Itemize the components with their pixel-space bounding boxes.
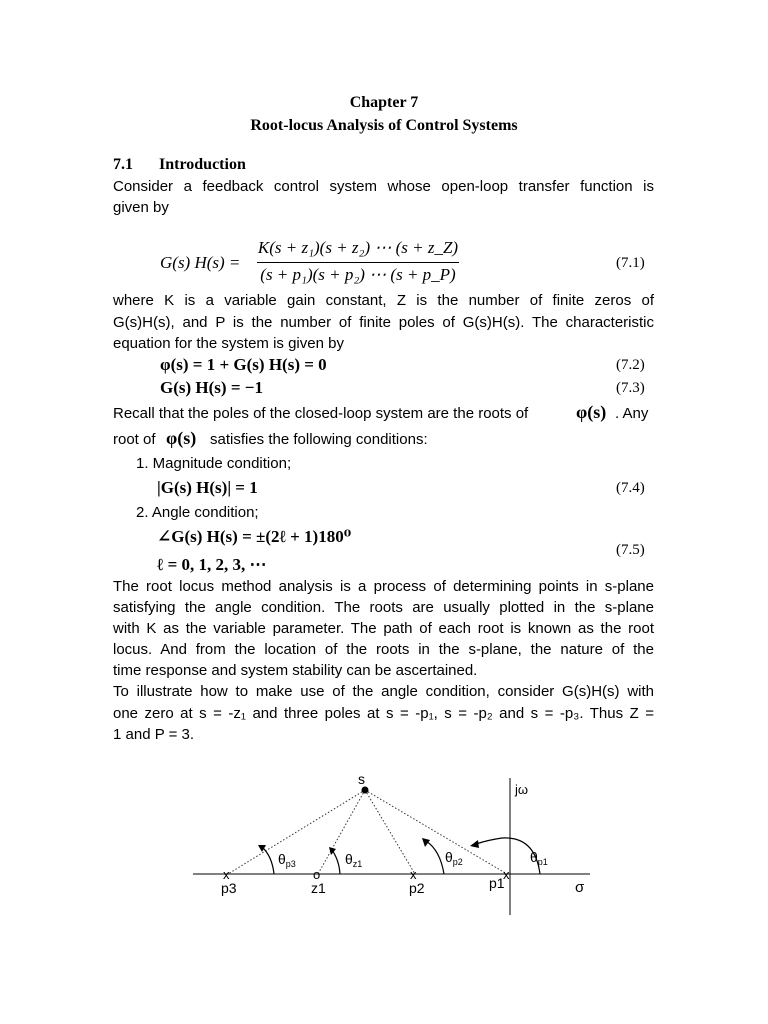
rootlocus-line-2: satisfying the angle condition. The roots are usually plotted in the s-plane	[113, 599, 654, 616]
theta-p2-label: $\theta_{p2}$	[445, 849, 463, 867]
p2-label: p2	[409, 880, 425, 896]
chapter-label: Chapter 7	[349, 94, 419, 111]
z1-label: z1	[311, 880, 326, 896]
eq-7-5b: ℓ = 0, 1, 2, 3, ⋯	[157, 555, 267, 574]
illustrate-line-1: To illustrate how to make use of the angle condition, consider G(s)H(s) with	[113, 683, 654, 700]
theta-p1-label: $\theta_{p1}$	[530, 849, 548, 867]
p3-label: p3	[221, 880, 237, 896]
eq-7-5-number: (7.5)	[616, 542, 645, 558]
p2-marker: x	[410, 867, 417, 882]
recall-line-2a: root of	[113, 431, 156, 448]
rootlocus-line-5: time response and system stability can be ascertained.	[113, 662, 478, 679]
p1-marker: x	[503, 867, 510, 882]
eq-7-4: |G(s) H(s)| = 1	[157, 478, 258, 497]
intro-line-2: given by	[113, 199, 169, 216]
eq-7-3-number: (7.3)	[616, 380, 645, 396]
illustrate-line-2: one zero at s = -z₁ and three poles at s = -p₁, s = -p₂ and s = -p₃. Thus Z =	[113, 705, 654, 722]
p1-label: p1	[489, 875, 505, 891]
rootlocus-line-3: with K as the variable parameter. The path of each root is known as the root	[113, 620, 654, 637]
recall-phi-1: φ(s)	[576, 402, 607, 422]
z1-marker: o	[313, 867, 321, 882]
theta-p1-arrow	[470, 840, 479, 848]
eq-7-3: G(s) H(s) = −1	[160, 378, 263, 397]
rootlocus-line-4: locus. And from the location of the roots in the s-plane, the nature of the	[113, 641, 654, 658]
eq-7-1-denominator: (s + p₁)(s + p₂) ⋯ (s + p_P)	[260, 265, 456, 284]
rootlocus-line-1: The root locus method analysis is a process of determining points in s-plane	[113, 578, 654, 595]
theta-p3-label: $\theta_{p3}$	[278, 851, 296, 869]
condition-2-label: 2. Angle condition;	[136, 504, 259, 521]
line-s-p2	[365, 790, 415, 874]
eq-7-1-number: (7.1)	[616, 255, 645, 271]
theta-z1-label: $\theta_{z1}$	[345, 851, 363, 869]
where-line-1: where K is a variable gain constant, Z is the number of finite zeros of	[113, 292, 654, 309]
theta-p2-arc	[426, 841, 444, 874]
recall-line-1c: . Any	[615, 405, 649, 422]
point-s	[362, 787, 369, 794]
where-line-3: equation for the system is given by	[113, 335, 344, 352]
theta-z1-arc	[332, 850, 340, 874]
intro-line-1: Consider a feedback control system whose open-loop transfer function is	[113, 178, 654, 195]
recall-line-1a: Recall that the poles of the closed-loop system are the roots of	[113, 405, 529, 422]
eq-7-2: φ(s) = 1 + G(s) H(s) = 0	[160, 355, 327, 374]
condition-1-label: 1. Magnitude condition;	[136, 455, 292, 472]
section-number: 7.1	[113, 156, 133, 173]
eq-7-1-numerator: K(s + z₁)(s + z₂) ⋯ (s + z_Z)	[257, 238, 459, 257]
recall-phi-2: φ(s)	[166, 428, 197, 448]
line-s-p1	[365, 790, 507, 874]
eq-7-4-number: (7.4)	[616, 480, 645, 496]
illustrate-line-3: 1 and P = 3.	[113, 726, 195, 743]
where-line-2: G(s)H(s), and P is the number of finite poles of G(s)H(s). The characteristic	[113, 314, 654, 331]
theta-p3-arc	[262, 847, 274, 874]
s-label: s	[358, 771, 365, 787]
section-title: Introduction	[159, 156, 246, 173]
sigma-label: σ	[575, 879, 585, 896]
jw-label: jω	[515, 782, 529, 797]
chapter-title: Root-locus Analysis of Control Systems	[250, 117, 518, 134]
theta-p3-arrow	[258, 845, 266, 852]
p3-marker: x	[223, 867, 230, 882]
eq-7-2-number: (7.2)	[616, 357, 645, 373]
eq-7-5a: ∠G(s) H(s) = ±(2ℓ + 1)180⁰	[157, 527, 352, 546]
eq-7-1-lhs: G(s) H(s) =	[160, 253, 241, 272]
recall-line-2c: satisfies the following conditions:	[210, 431, 428, 448]
